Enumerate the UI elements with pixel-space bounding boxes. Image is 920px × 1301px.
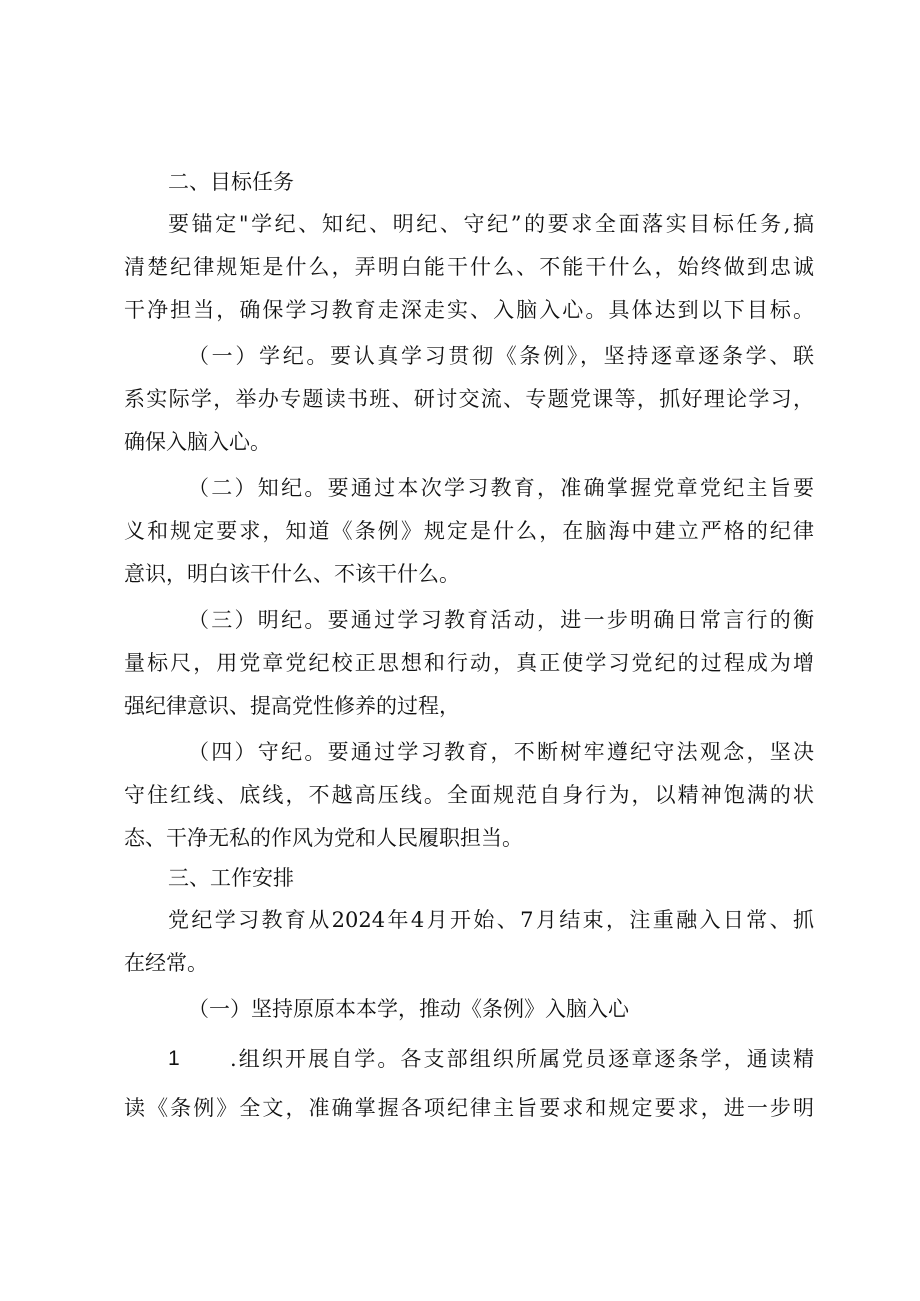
paragraph-line: 要锚定"学纪、知纪、明纪、守纪”的要求全面落实目标任务,搞 [168,212,814,236]
paragraph-line: 干净担当，确保学习教育走深走实、入脑入心。具体达到以下目标。 [124,298,814,322]
paragraph-line: 量标尺，用党章党纪校正思想和行动，真正使学习党纪的过程成为增 [124,651,814,675]
paragraph-line: 守住红线、底线，不越高压线。全面规范自身行为，以精神饱满的状 [124,783,814,807]
paragraph-line: （一）学纪。要认真学习贯彻《条例》，坚持逐章逐条学、联 [188,344,814,368]
paragraph-line: （二）知纪。要通过本次学习教育，准确掌握党章党纪主旨要 [188,476,814,500]
paragraph-line: 态、干净无私的作风为党和人民履职担当。 [124,826,523,850]
paragraph-line: （三）明纪。要通过学习教育活动，进一步明确日常言行的衡 [188,608,814,632]
section-heading-work-arrangement: 三、工作安排 [168,866,294,890]
paragraph-line: 读《条例》全文，准确掌握各项纪律主旨要求和规定要求，进一步明 [124,1096,814,1120]
sub-heading-study-regulations: （一）坚持原原本本学，推动《条例》入脑入心 [188,997,629,1021]
paragraph-line: 强纪律意识、提高党性修养的过程， [124,694,460,718]
paragraph-line: 义和规定要求，知道《条例》规定是什么，在脑海中建立严格的纪律 [124,519,814,543]
paragraph-line: 确保入脑入心。 [124,430,271,454]
paragraph-line: 在经常。 [124,951,208,975]
paragraph-line: 党纪学习教育从2024年4月开始、7月结束，注重融入日常、抓 [168,908,814,932]
paragraph-line: 清楚纪律规矩是什么，弄明白能干什么、不能干什么，始终做到忠诚 [124,255,814,279]
paragraph-line: .组织开展自学。各支部组织所属党员逐章逐条学，通读精 [230,1047,814,1071]
list-item-number: 1 [168,1047,180,1070]
section-heading-goals: 二、目标任务 [168,170,294,194]
paragraph-line: （四）守纪。要通过学习教育，不断树牢遵纪守法观念，坚决 [188,740,814,764]
paragraph-line: 系实际学，举办专题读书班、研讨交流、专题党课等，抓好理论学习， [124,387,814,411]
paragraph-line: 意识，明白该干什么、不该干什么。 [124,562,460,586]
